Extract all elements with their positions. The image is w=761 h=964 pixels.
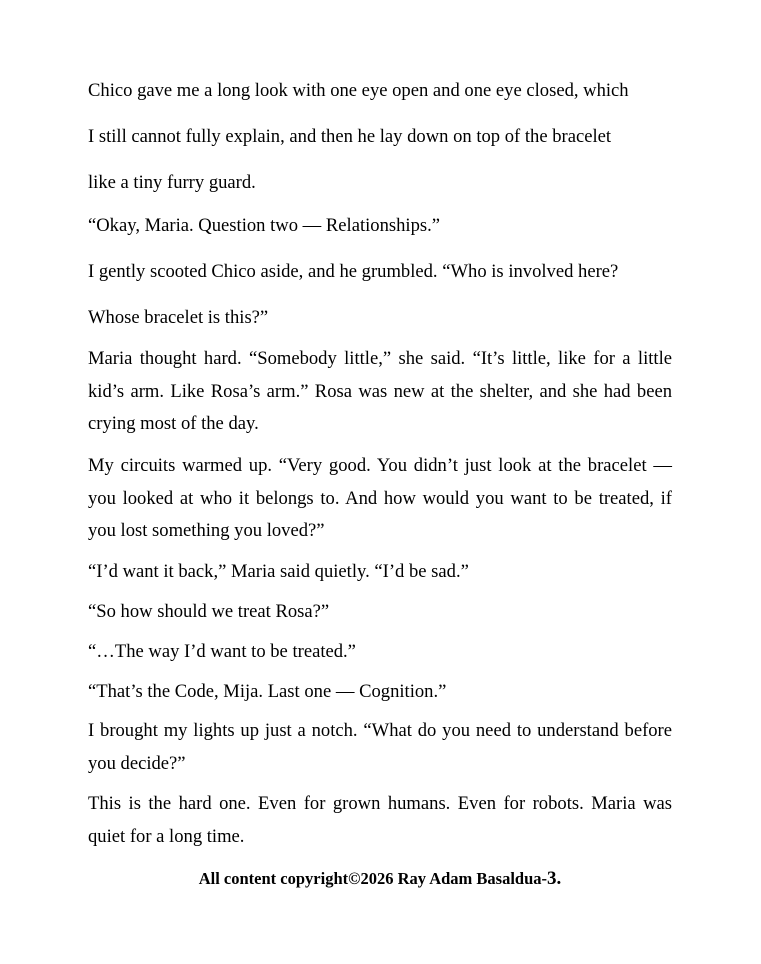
page-number: 3. — [547, 868, 562, 889]
paragraph: “…The way I’d want to be treated.” — [88, 641, 356, 662]
paragraph: This is the hard one. Even for grown humans. Even for robots. Maria was quiet for a long time. — [88, 793, 672, 847]
paragraph: I brought my lights up just a notch. “What do you need to understand before you decide?” — [88, 720, 672, 774]
paragraph-line: I gently scooted Chico aside, and he grumbled. “Who is involved here? — [88, 261, 619, 282]
paragraph: Maria thought hard. “Somebody little,” she said. “It’s little, like for a little kid’s arm. Like Rosa’s arm.” Rosa was new at the shelter, and she had been crying most of the day. — [88, 348, 672, 434]
paragraph: “I’d want it back,” Maria said quietly. “I’d be sad.” — [88, 561, 469, 582]
paragraph: “So how should we treat Rosa?” — [88, 601, 330, 622]
paragraph-line: like a tiny furry guard. — [88, 172, 256, 193]
paragraph-line: Chico gave me a long look with one eye open and one eye closed, which — [88, 80, 629, 101]
document-page — [88, 0, 672, 964]
paragraph-line: I still cannot fully explain, and then he lay down on top of the bracelet — [88, 126, 612, 147]
page-footer — [88, 868, 672, 890]
paragraph-line: Whose bracelet is this?” — [88, 307, 269, 328]
copyright-notice: All content copyright©2026 Ray Adam Basaldua- — [198, 869, 548, 888]
paragraph: “Okay, Maria. Question two — Relationships.” — [88, 215, 441, 236]
paragraph: “That’s the Code, Mija. Last one — Cognition.” — [88, 681, 447, 702]
paragraph: My circuits warmed up. “Very good. You didn’t just look at the bracelet — you looked at who it belongs to. And how would you want to be treated, if you lost something you loved?” — [88, 455, 672, 541]
